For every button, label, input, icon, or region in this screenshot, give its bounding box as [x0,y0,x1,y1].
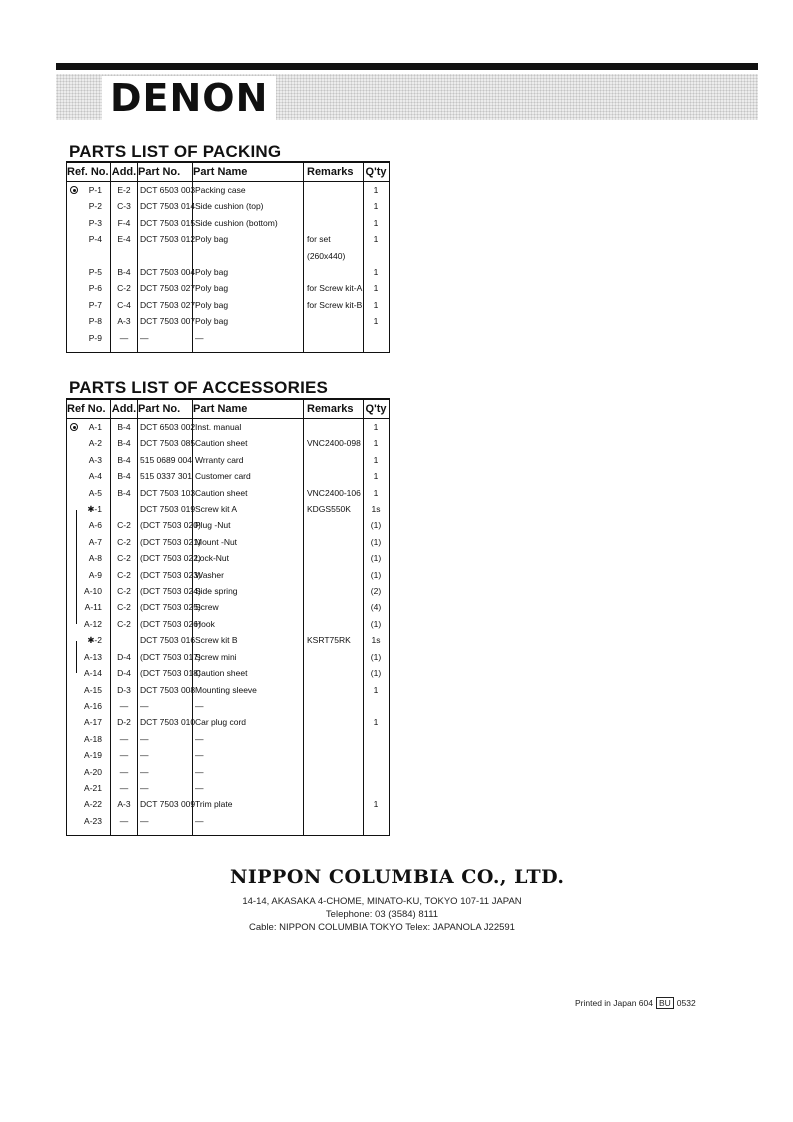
cell-part-name: Lock-Nut [193,550,304,566]
cell-part-no: (DCT 7503 017) [138,649,193,665]
table-row [67,330,389,346]
header-remarks: Remarks [304,400,364,418]
cell-remarks [304,182,364,198]
cell-ref-no: P-2 [67,198,111,214]
cell-remarks [304,813,364,829]
cell-ref-no: A-17 [67,714,111,730]
cell-part-no: (DCT 7503 022) [138,550,193,566]
table-row [67,764,389,780]
table-header [67,163,389,182]
cell-add: B-4 [111,485,138,501]
cell-part-no: — [138,764,193,780]
cell-part-name: Poly bag [193,313,304,329]
company-address: 14-14, AKASAKA 4-CHOME, MINATO-KU, TOKYO 107-11 JAPAN [242,896,522,907]
cell-part-name: Poly bag [193,297,304,313]
cell-ref-no: A-22 [67,796,111,812]
cell-part-no: DCT 7503 004 [138,264,193,280]
cell-add [111,248,138,264]
filler-cell [364,829,388,835]
cell-part-name: Washer [193,567,304,583]
company-name: NIPPON COLUMBIA CO., LTD. [230,866,565,888]
table-filler-row [67,829,389,835]
table-body [67,182,389,352]
table-row [67,297,389,313]
cell-qty: 1 [373,185,379,195]
cell-add: C-2 [111,616,138,632]
table-row [67,517,389,533]
cell-qty: 1 [373,438,379,449]
cell-remarks [304,468,364,484]
table-row [67,813,389,829]
cell-ref-no: A-23 [67,813,111,829]
cell-part-no: (DCT 7503 020) [138,517,193,533]
packing-title: PARTS LIST OF PACKING [69,142,282,161]
cell-qty: 1 [373,471,379,482]
cell-remarks [304,616,364,632]
cell-part-no: — [138,731,193,747]
cell-ref-no: P-9 [67,330,111,346]
table-row [67,567,389,583]
cell-add: C-2 [111,280,138,296]
table-filler-row [67,346,389,352]
cell-part-name: Mount -Nut [193,534,304,550]
screw-kit-a-bracket [76,510,77,625]
cell-remarks [304,780,364,796]
cell-qty: (1) [370,553,382,564]
cell-ref-no: A-2 [67,435,111,451]
accessories-table [66,398,390,836]
cell-remarks: for Screw kit-B [304,297,364,313]
cell-remarks [304,698,364,714]
cell-remarks: for Screw kit-A [304,280,364,296]
table-row [67,550,389,566]
cell-remarks [304,665,364,681]
table-row [67,248,389,264]
cell-part-name: Caution sheet [193,485,304,501]
cell-part-name: Wrranty card [193,452,304,468]
packing-table [66,161,390,353]
filler-cell [304,829,364,835]
cell-part-name: Poly bag [193,231,304,247]
table-row [67,649,389,665]
cell-remarks [304,215,364,231]
cell-qty [364,747,388,763]
table-row [67,313,389,329]
cell-add: — [111,813,138,829]
cell-remarks [304,419,364,435]
cell-qty: (1) [370,618,382,629]
cell-ref-no: A-13 [67,649,111,665]
cell-add: — [111,780,138,796]
safety-mark-icon [70,423,78,431]
cell-part-name: — [193,731,304,747]
cell-add: — [111,330,138,346]
cell-add: B-4 [111,264,138,280]
table-header [67,400,389,419]
cell-ref-no: A-16 [67,698,111,714]
cell-ref-no: A-18 [67,731,111,747]
cell-remarks [304,747,364,763]
cell-ref-no: A-8 [67,550,111,566]
cell-add: C-2 [111,517,138,533]
cell-part-name: — [193,780,304,796]
cell-ref-no [67,248,111,264]
table-row [67,468,389,484]
cell-add: C-2 [111,534,138,550]
accessories-title: PARTS LIST OF ACCESSORIES [69,378,329,397]
cell-part-no: DCT 7503 085 [138,435,193,451]
cell-part-name: Caution sheet [193,665,304,681]
cell-ref-no: A-5 [67,485,111,501]
table-body [67,419,389,835]
cell-part-no: (DCT 7503 021) [138,534,193,550]
cell-part-no: — [138,330,193,346]
table-row [67,280,389,296]
table-row [67,534,389,550]
cell-part-no: — [138,780,193,796]
cell-part-name: Screw kit A [193,501,304,517]
header-part-no: Part No. [138,163,193,181]
cell-ref-no: A-6 [67,517,111,533]
cell-part-name: Plug -Nut [193,517,304,533]
cell-ref-no: P-1 [67,182,111,198]
printed-box: BU [656,997,674,1009]
header-qty: Q'ty [365,166,387,178]
cell-part-name: Customer card [193,468,304,484]
header-part-no: Part No. [138,400,193,418]
cell-qty: 1 [373,299,379,310]
cell-part-name: Caution sheet [193,435,304,451]
table-row [67,231,389,247]
cell-add: F-4 [111,215,138,231]
table-row [67,714,389,730]
printed-suffix: 0532 [676,998,696,1008]
cell-part-no: 515 0689 004 [138,452,193,468]
table-row [67,419,389,435]
cell-remarks [304,714,364,730]
cell-add: C-4 [111,297,138,313]
cell-qty [364,248,388,264]
screw-kit-b-bracket [76,641,77,674]
cell-remarks [304,583,364,599]
cell-remarks: (260x440) [304,248,364,264]
cell-part-no: DCT 7503 010 [138,714,193,730]
filler-cell [193,346,304,352]
cell-part-no: DCT 7503 016 [138,632,193,648]
cell-qty: (1) [370,569,382,580]
cell-qty: (1) [370,668,382,679]
cell-part-no: DCT 7503 008 [138,682,193,698]
cell-add: E-2 [111,182,138,198]
header-add: Add. [111,163,138,181]
cell-part-no [138,248,193,264]
printed-note [575,998,696,1008]
cell-remarks [304,534,364,550]
cell-qty: 1 [373,283,379,294]
cell-add: B-4 [111,419,138,435]
header-ref-no: Ref. No. [67,163,111,181]
table-row [67,198,389,214]
cell-part-name: Screw mini [193,649,304,665]
cell-part-no: (DCT 7503 018) [138,665,193,681]
cell-add: C-2 [111,583,138,599]
cell-part-no: DCT 7503 007 [138,313,193,329]
cell-remarks [304,550,364,566]
cell-ref-no: A-4 [67,468,111,484]
cell-qty [364,731,388,747]
cell-part-name: Side spring [193,583,304,599]
cell-add: E-4 [111,231,138,247]
cell-part-no: DCT 7503 012 [138,231,193,247]
table-row [67,583,389,599]
cell-part-name: Hook [193,616,304,632]
cell-qty: 1 [373,487,379,498]
filler-cell [111,346,138,352]
table-row [67,215,389,231]
cell-remarks [304,330,364,346]
cell-ref-no: ✱-1 [67,501,111,517]
cell-part-name [193,248,304,264]
cell-add: B-4 [111,435,138,451]
cell-qty: 1 [373,422,379,432]
cell-part-no: DCT 6503 003 [138,182,193,198]
cell-part-no: DCT 7503 014 [138,198,193,214]
cell-add: A-3 [111,796,138,812]
cell-remarks [304,682,364,698]
header-ref-no: Ref No. [67,400,111,418]
safety-mark-icon [70,186,78,194]
cell-qty: 1 [373,217,379,228]
cell-remarks: VNC2400-106 [304,485,364,501]
cell-ref-no: P-6 [67,280,111,296]
header-add: Add. [111,400,138,418]
table-row [67,632,389,648]
cell-ref-no: A-20 [67,764,111,780]
cell-add: D-2 [111,714,138,730]
cell-remarks [304,517,364,533]
cell-ref-no: A-1 [67,419,111,435]
cell-qty [364,780,388,796]
cell-qty: 1 [373,454,379,465]
header-part-name: Part Name [193,400,304,418]
cell-qty [364,764,388,780]
filler-cell [138,829,193,835]
cell-part-no: DCT 7503 015 [138,215,193,231]
cell-ref-no: A-10 [67,583,111,599]
cell-part-no: DCT 7503 103 [138,485,193,501]
table-row [67,698,389,714]
cell-part-no: — [138,698,193,714]
cell-add: C-2 [111,550,138,566]
cell-remarks [304,649,364,665]
cell-qty: 1 [373,799,379,810]
cell-ref-no: ✱-2 [67,632,111,648]
filler-cell [67,829,111,835]
cell-qty: 1 [373,267,379,278]
cell-qty [364,330,388,346]
cell-qty: 1s [371,635,381,646]
table-row [67,682,389,698]
cell-part-name: Mounting sleeve [193,682,304,698]
cell-part-no: (DCT 7503 026) [138,616,193,632]
cell-qty: (1) [370,651,382,662]
cell-part-name: Screw [193,599,304,615]
cell-add: A-3 [111,313,138,329]
filler-cell [304,346,364,352]
cell-qty: 1 [373,201,379,212]
cell-qty [364,813,388,829]
cell-part-name: Car plug cord [193,714,304,730]
cell-qty: 1 [373,316,379,327]
header-remarks: Remarks [304,163,364,181]
table-row [67,452,389,468]
cell-part-name: Screw kit B [193,632,304,648]
cell-qty: (2) [370,586,382,597]
cell-part-name: — [193,698,304,714]
table-row [67,599,389,615]
cell-part-name: Packing case [193,182,304,198]
cell-ref-no: A-12 [67,616,111,632]
filler-cell [193,829,304,835]
cell-ref-no: A-3 [67,452,111,468]
cell-remarks [304,452,364,468]
filler-cell [111,829,138,835]
cell-ref-no: A-7 [67,534,111,550]
table-row [67,731,389,747]
filler-cell [364,346,388,352]
denon-logo: DENON [102,76,276,120]
cell-part-name: — [193,330,304,346]
filler-cell [138,346,193,352]
cell-add: B-4 [111,452,138,468]
cell-part-no: DCT 7503 019 [138,501,193,517]
cell-ref-no: A-15 [67,682,111,698]
cell-part-no: — [138,747,193,763]
table-row [67,264,389,280]
cell-remarks: KDGS550K [304,501,364,517]
cell-ref-no: A-11 [67,599,111,615]
cell-part-name: Poly bag [193,264,304,280]
cell-qty: 1s [371,504,381,515]
cell-part-name: Side cushion (top) [193,198,304,214]
cell-part-no: (DCT 7503 024) [138,583,193,599]
cell-qty: (1) [370,536,382,547]
cell-add: — [111,747,138,763]
cell-remarks [304,731,364,747]
cell-qty [364,698,388,714]
cell-ref-no: P-4 [67,231,111,247]
cell-part-no: DCT 7503 027 [138,280,193,296]
cell-part-no: DCT 7503 027 [138,297,193,313]
cell-ref-no: A-14 [67,665,111,681]
table-row [67,501,389,517]
cell-remarks: KSRT75RK [304,632,364,648]
cell-ref-no: P-8 [67,313,111,329]
cell-qty: (4) [370,602,382,613]
top-rule [56,63,758,70]
cell-add [111,501,138,517]
cell-part-name: Poly bag [193,280,304,296]
cell-ref-no: A-9 [67,567,111,583]
cell-add: D-3 [111,682,138,698]
cell-part-name: Trim plate [193,796,304,812]
cell-ref-no: P-3 [67,215,111,231]
cell-remarks [304,313,364,329]
cell-ref-no: P-5 [67,264,111,280]
cell-part-name: Inst. manual [193,419,304,435]
cell-remarks: for set [304,231,364,247]
table-row [67,796,389,812]
printed-prefix: Printed in Japan 604 [575,998,653,1008]
cell-remarks [304,599,364,615]
cell-qty: 1 [373,717,379,728]
cell-add: D-4 [111,649,138,665]
cell-part-no: (DCT 7503 023) [138,567,193,583]
cell-part-no: DCT 7503 009 [138,796,193,812]
cell-part-name: Side cushion (bottom) [193,215,304,231]
cell-part-no: — [138,813,193,829]
table-row [67,435,389,451]
cell-part-no: 515 0337 301 [138,468,193,484]
table-row [67,485,389,501]
company-telephone: Telephone: 03 (3584) 8111 [325,909,439,920]
cell-add: C-3 [111,198,138,214]
cell-ref-no: A-21 [67,780,111,796]
table-row [67,665,389,681]
cell-ref-no: P-7 [67,297,111,313]
cell-remarks [304,198,364,214]
cell-part-no: (DCT 7503 025) [138,599,193,615]
header-qty: Q'ty [365,403,387,415]
cell-add [111,632,138,648]
cell-add: C-2 [111,567,138,583]
cell-remarks [304,764,364,780]
cell-add: — [111,731,138,747]
cell-add: — [111,698,138,714]
cell-qty: 1 [373,684,379,695]
cell-ref-no: A-19 [67,747,111,763]
table-row [67,780,389,796]
company-cable: Cable: NIPPON COLUMBIA TOKYO Telex: JAPANOLA J22591 [249,922,515,933]
cell-remarks [304,796,364,812]
cell-add: — [111,764,138,780]
cell-part-name: — [193,747,304,763]
cell-remarks: VNC2400-098 [304,435,364,451]
table-row [67,616,389,632]
filler-cell [67,346,111,352]
table-row [67,182,389,198]
cell-add: B-4 [111,468,138,484]
cell-add: C-2 [111,599,138,615]
cell-part-name: — [193,813,304,829]
header-part-name: Part Name [193,163,304,181]
cell-part-no: DCT 6503 002 [138,419,193,435]
table-row [67,747,389,763]
cell-remarks [304,567,364,583]
cell-remarks [304,264,364,280]
cell-add: D-4 [111,665,138,681]
cell-qty: (1) [370,520,382,531]
cell-qty: 1 [373,234,379,245]
cell-part-name: — [193,764,304,780]
